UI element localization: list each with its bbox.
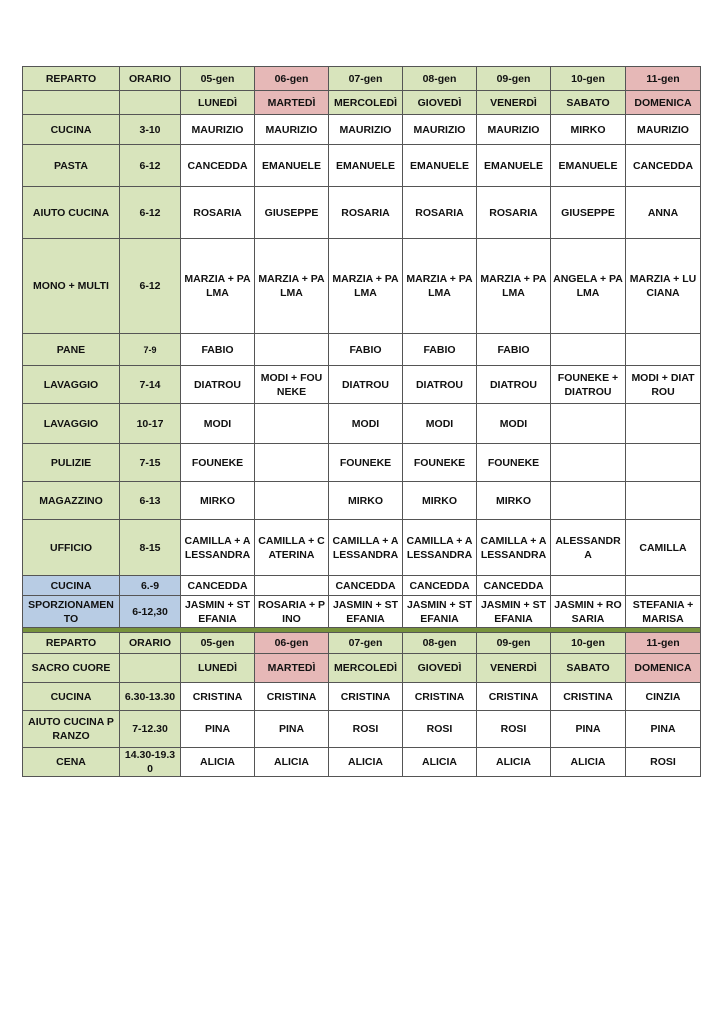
s2-header-cell: 05-gen xyxy=(181,633,255,654)
s1-hours-cell: 7-15 xyxy=(120,444,181,482)
s1-shift-cell: MAURIZIO xyxy=(255,115,329,145)
s1-hours-cell: 7-9 xyxy=(120,334,181,366)
s1-table-row xyxy=(23,115,701,145)
s1-shift-cell xyxy=(626,482,701,520)
s1-shift-cell: DIATROU xyxy=(329,366,403,404)
s1-weekday-cell: DOMENICA xyxy=(626,91,701,115)
s2-shift-cell: CRISTINA xyxy=(551,683,626,711)
s1-shift-cell: ROSARIA xyxy=(329,187,403,239)
s1-shift-cell: MODI xyxy=(181,404,255,444)
s1-table-row xyxy=(23,576,701,596)
s2-weekday-cell: MARTEDÌ xyxy=(255,654,329,683)
s1-shift-cell: MARZIA + PALMA xyxy=(255,239,329,334)
s1-shift-cell: EMANUELE xyxy=(329,145,403,187)
s1-table-row xyxy=(23,145,701,187)
s2-header-cell: 08-gen xyxy=(403,633,477,654)
s1-shift-cell: JASMIN + ROSARIA xyxy=(551,596,626,628)
s1-shift-cell: MAURIZIO xyxy=(329,115,403,145)
s1-department-cell: CUCINA xyxy=(23,115,120,145)
s2-shift-cell: CRISTINA xyxy=(403,683,477,711)
s2-header-cell: 06-gen xyxy=(255,633,329,654)
s1-shift-cell: MODI + FOUNEKE xyxy=(255,366,329,404)
s1-shift-cell xyxy=(551,404,626,444)
s1-department-cell: MONO + MULTI xyxy=(23,239,120,334)
s1-shift-cell xyxy=(626,334,701,366)
s1-shift-cell: FABIO xyxy=(403,334,477,366)
s1-department-cell: SPORZIONAMENTO xyxy=(23,596,120,628)
s1-weekday-cell: MARTEDÌ xyxy=(255,91,329,115)
s1-shift-cell: MIRKO xyxy=(329,482,403,520)
s2-shift-cell: ALICIA xyxy=(477,748,551,777)
s1-shift-cell: FOUNEKE + DIATROU xyxy=(551,366,626,404)
s2-shift-cell: ALICIA xyxy=(403,748,477,777)
s1-shift-cell: ALESSANDRA xyxy=(551,520,626,576)
s1-header-cell: ORARIO xyxy=(120,67,181,91)
s1-hours-cell: 6.-9 xyxy=(120,576,181,596)
s2-shift-cell: PINA xyxy=(626,711,701,748)
s2-shift-cell: ALICIA xyxy=(329,748,403,777)
s1-table-row xyxy=(23,366,701,404)
s1-header-cell: 11-gen xyxy=(626,67,701,91)
s1-shift-cell: MAURIZIO xyxy=(403,115,477,145)
s2-weekday-cell: GIOVEDÌ xyxy=(403,654,477,683)
s1-hours-cell: 6-12 xyxy=(120,145,181,187)
s2-weekday-cell: VENERDÌ xyxy=(477,654,551,683)
s1-weekday-row xyxy=(23,91,701,115)
s1-shift-cell xyxy=(551,482,626,520)
s1-table-row xyxy=(23,596,701,628)
s1-shift-cell: CAMILLA + ALESSANDRA xyxy=(181,520,255,576)
s1-hours-cell: 6-12,30 xyxy=(120,596,181,628)
s1-shift-cell xyxy=(551,334,626,366)
s1-shift-cell: FABIO xyxy=(181,334,255,366)
s1-shift-cell: EMANUELE xyxy=(403,145,477,187)
s1-department-cell: LAVAGGIO xyxy=(23,366,120,404)
s1-department-cell: PULIZIE xyxy=(23,444,120,482)
s1-hours-cell: 7-14 xyxy=(120,366,181,404)
s1-weekday-cell: VENERDÌ xyxy=(477,91,551,115)
s1-shift-cell: MIRKO xyxy=(477,482,551,520)
s2-table-row xyxy=(23,748,701,777)
s2-weekday-cell: DOMENICA xyxy=(626,654,701,683)
s1-table-row xyxy=(23,334,701,366)
s1-shift-cell: MARZIA + PALMA xyxy=(477,239,551,334)
s1-shift-cell xyxy=(626,444,701,482)
s1-shift-cell: EMANUELE xyxy=(255,145,329,187)
s1-shift-cell xyxy=(626,404,701,444)
s2-hours-cell: 7-12.30 xyxy=(120,711,181,748)
s2-weekday-row xyxy=(23,654,701,683)
s1-shift-cell: MIRKO xyxy=(551,115,626,145)
s1-shift-cell: CAMILLA + ALESSANDRA xyxy=(403,520,477,576)
s2-shift-cell: PINA xyxy=(255,711,329,748)
s1-shift-cell xyxy=(255,334,329,366)
s1-weekday-cell: LUNEDÌ xyxy=(181,91,255,115)
s1-shift-cell: CAMILLA + ALESSANDRA xyxy=(477,520,551,576)
s1-shift-cell: ROSARIA xyxy=(403,187,477,239)
s2-shift-cell: CRISTINA xyxy=(181,683,255,711)
s1-department-cell: PASTA xyxy=(23,145,120,187)
s2-shift-cell: CRISTINA xyxy=(329,683,403,711)
s2-hours-cell: 6.30-13.30 xyxy=(120,683,181,711)
s1-department-cell: CUCINA xyxy=(23,576,120,596)
s2-header-cell: 10-gen xyxy=(551,633,626,654)
s1-shift-cell: FOUNEKE xyxy=(477,444,551,482)
s2-shift-cell: ROSI xyxy=(403,711,477,748)
s1-table-row xyxy=(23,404,701,444)
s1-department-cell: LAVAGGIO xyxy=(23,404,120,444)
s1-shift-cell: ANNA xyxy=(626,187,701,239)
s2-department-cell: CENA xyxy=(23,748,120,777)
s1-shift-cell: ROSARIA xyxy=(477,187,551,239)
s2-shift-cell: PINA xyxy=(551,711,626,748)
s1-table-row xyxy=(23,239,701,334)
s2-shift-cell: CINZIA xyxy=(626,683,701,711)
s1-shift-cell: JASMIN + STEFANIA xyxy=(181,596,255,628)
s2-table-row xyxy=(23,683,701,711)
s1-shift-cell: MAURIZIO xyxy=(181,115,255,145)
s1-shift-cell: JASMIN + STEFANIA xyxy=(477,596,551,628)
s1-weekday-cell xyxy=(23,91,120,115)
s1-shift-cell xyxy=(255,444,329,482)
s2-shift-cell: ALICIA xyxy=(181,748,255,777)
s2-weekday-cell: SABATO xyxy=(551,654,626,683)
s2-shift-cell: ROSI xyxy=(626,748,701,777)
s1-shift-cell: CANCEDDA xyxy=(329,576,403,596)
s1-shift-cell: FABIO xyxy=(329,334,403,366)
s1-weekday-cell: MERCOLEDÌ xyxy=(329,91,403,115)
s1-shift-cell xyxy=(626,576,701,596)
s1-shift-cell: MODI xyxy=(403,404,477,444)
s2-header-cell: REPARTO xyxy=(23,633,120,654)
s1-shift-cell: FOUNEKE xyxy=(181,444,255,482)
s2-shift-cell: CRISTINA xyxy=(477,683,551,711)
s2-shift-cell: CRISTINA xyxy=(255,683,329,711)
s1-shift-cell: MODI xyxy=(477,404,551,444)
s1-table-row xyxy=(23,187,701,239)
s1-weekday-cell: SABATO xyxy=(551,91,626,115)
s1-shift-cell: GIUSEPPE xyxy=(551,187,626,239)
s1-shift-cell: MIRKO xyxy=(403,482,477,520)
s1-shift-cell: CANCEDDA xyxy=(477,576,551,596)
s1-department-cell: UFFICIO xyxy=(23,520,120,576)
s1-shift-cell: STEFANIA + MARISA xyxy=(626,596,701,628)
s1-hours-cell: 10-17 xyxy=(120,404,181,444)
s1-shift-cell: DIATROU xyxy=(477,366,551,404)
s1-shift-cell: MAURIZIO xyxy=(626,115,701,145)
s2-header-cell: ORARIO xyxy=(120,633,181,654)
s2-department-cell: AIUTO CUCINA PRANZO xyxy=(23,711,120,748)
s1-header-cell: 05-gen xyxy=(181,67,255,91)
s1-shift-cell: EMANUELE xyxy=(477,145,551,187)
s1-shift-cell: CANCEDDA xyxy=(626,145,701,187)
s1-hours-cell: 6-12 xyxy=(120,187,181,239)
s1-shift-cell: MAURIZIO xyxy=(477,115,551,145)
s1-shift-cell: ROSARIA + PINO xyxy=(255,596,329,628)
s1-table-row xyxy=(23,520,701,576)
s1-shift-cell: MARZIA + PALMA xyxy=(403,239,477,334)
s1-shift-cell: MARZIA + PALMA xyxy=(329,239,403,334)
s2-header-cell: 07-gen xyxy=(329,633,403,654)
s1-shift-cell: DIATROU xyxy=(403,366,477,404)
s1-hours-cell: 6-13 xyxy=(120,482,181,520)
s2-header-row xyxy=(23,633,701,654)
s1-header-cell: REPARTO xyxy=(23,67,120,91)
s2-weekday-cell: MERCOLEDÌ xyxy=(329,654,403,683)
s1-shift-cell: CAMILLA + CATERINA xyxy=(255,520,329,576)
shift-schedule-table xyxy=(22,66,701,777)
s1-hours-cell: 6-12 xyxy=(120,239,181,334)
s1-shift-cell: EMANUELE xyxy=(551,145,626,187)
s2-weekday-cell: LUNEDÌ xyxy=(181,654,255,683)
s1-header-cell: 09-gen xyxy=(477,67,551,91)
s1-shift-cell: MODI + DIATROU xyxy=(626,366,701,404)
s1-shift-cell: FABIO xyxy=(477,334,551,366)
s1-shift-cell: GIUSEPPE xyxy=(255,187,329,239)
s1-weekday-cell xyxy=(120,91,181,115)
s1-table-row xyxy=(23,482,701,520)
s2-weekday-cell xyxy=(120,654,181,683)
s1-header-row xyxy=(23,67,701,91)
s2-weekday-cell: SACRO CUORE xyxy=(23,654,120,683)
s1-shift-cell: FOUNEKE xyxy=(403,444,477,482)
s1-header-cell: 10-gen xyxy=(551,67,626,91)
s1-shift-cell xyxy=(255,482,329,520)
s1-department-cell: MAGAZZINO xyxy=(23,482,120,520)
s2-header-cell: 11-gen xyxy=(626,633,701,654)
s2-shift-cell: PINA xyxy=(181,711,255,748)
s1-header-cell: 07-gen xyxy=(329,67,403,91)
s1-header-cell: 06-gen xyxy=(255,67,329,91)
s1-weekday-cell: GIOVEDÌ xyxy=(403,91,477,115)
s1-shift-cell: MODI xyxy=(329,404,403,444)
s1-hours-cell: 8-15 xyxy=(120,520,181,576)
s1-shift-cell xyxy=(255,576,329,596)
s2-department-cell: CUCINA xyxy=(23,683,120,711)
s1-shift-cell xyxy=(255,404,329,444)
s1-shift-cell xyxy=(551,576,626,596)
s1-department-cell: PANE xyxy=(23,334,120,366)
s1-shift-cell: CAMILLA + ALESSANDRA xyxy=(329,520,403,576)
s2-shift-cell: ROSI xyxy=(329,711,403,748)
s1-shift-cell: DIATROU xyxy=(181,366,255,404)
s1-shift-cell: JASMIN + STEFANIA xyxy=(403,596,477,628)
s1-shift-cell xyxy=(551,444,626,482)
s1-shift-cell: MARZIA + LUCIANA xyxy=(626,239,701,334)
s2-shift-cell: ALICIA xyxy=(255,748,329,777)
s2-hours-cell: 14.30-19.30 xyxy=(120,748,181,777)
s1-shift-cell: MIRKO xyxy=(181,482,255,520)
s2-shift-cell: ROSI xyxy=(477,711,551,748)
s1-table-row xyxy=(23,444,701,482)
s1-hours-cell: 3-10 xyxy=(120,115,181,145)
s1-shift-cell: FOUNEKE xyxy=(329,444,403,482)
s1-shift-cell: CANCEDDA xyxy=(181,576,255,596)
s1-shift-cell: MARZIA + PALMA xyxy=(181,239,255,334)
s2-table-row xyxy=(23,711,701,748)
s1-shift-cell: ROSARIA xyxy=(181,187,255,239)
s2-header-cell: 09-gen xyxy=(477,633,551,654)
s1-header-cell: 08-gen xyxy=(403,67,477,91)
s1-department-cell: AIUTO CUCINA xyxy=(23,187,120,239)
s2-shift-cell: ALICIA xyxy=(551,748,626,777)
s1-shift-cell: CAMILLA xyxy=(626,520,701,576)
s1-shift-cell: CANCEDDA xyxy=(181,145,255,187)
s1-shift-cell: ANGELA + PALMA xyxy=(551,239,626,334)
s1-shift-cell: CANCEDDA xyxy=(403,576,477,596)
s1-shift-cell: JASMIN + STEFANIA xyxy=(329,596,403,628)
